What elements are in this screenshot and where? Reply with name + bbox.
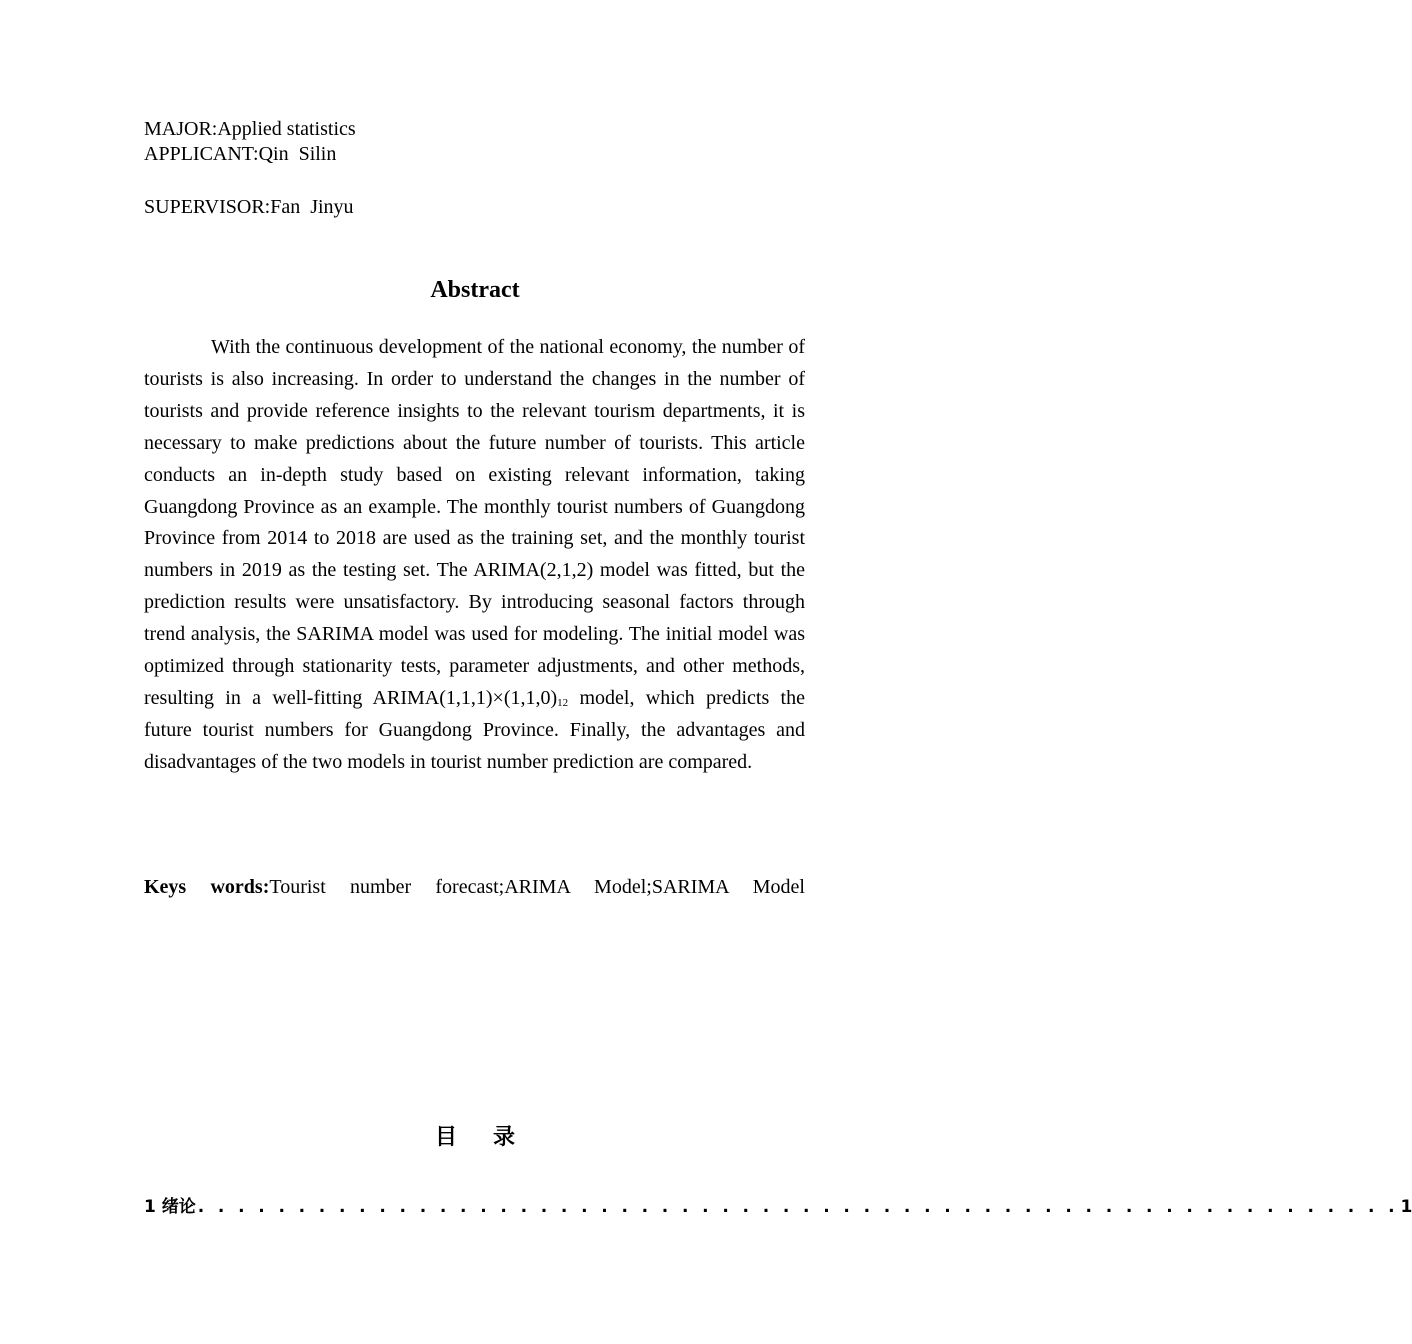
- keywords-text: Tourist number forecast;ARIMA Model;SARIMA Model: [269, 876, 805, 898]
- abstract-text-tail: model, which predicts the future tourist numbers for Guangdong Province. Finally, the advantages and disadvantages of the two models in tourist number prediction are compared.: [144, 686, 805, 773]
- abstract-paragraph: [144, 332, 805, 779]
- abstract-text-main: With the continuous development of the national economy, the number of tourists is also increasing. In order to understand the changes in the number of tourists and provide reference insights to the relevant tourism departments, it is necessary to make predictions about the future number of tourists. This article conducts an in-depth study based on existing relevant information, taking Guangdong Province as an example. The monthly tourist numbers of Guangdong Province from 2014 to 2018 are used as the training set, and the monthly tourist numbers in 2019 as the testing set. The ARIMA(2,1,2) model was fitted, but the prediction results were unsatisfactory. By introducing seasonal factors through trend analysis, the SARIMA model was used for modeling. The initial model was optimized through stationarity tests, parameter adjustments, and other methods, resulting in a well-fitting ARIMA(1,1,1)×(1,1,0): [144, 336, 805, 709]
- toc-entry-page: 1: [1400, 1197, 1412, 1217]
- abstract-heading: Abstract: [430, 277, 520, 303]
- keywords-label: Keys words:: [144, 876, 270, 898]
- keywords-line: [144, 872, 805, 902]
- seasonal-period-subscript: 12: [557, 696, 569, 709]
- toc-heading: 目录: [434, 1125, 551, 1150]
- toc-entry[interactable]: [144, 1194, 1412, 1220]
- supervisor-line: SUPERVISOR:Fan Jinyu: [144, 196, 354, 218]
- applicant-line: APPLICANT:Qin Silin: [144, 143, 337, 165]
- toc-leader-dots: . . . . . . . . . . . . . . . . . . . . . . . . . . . . . . . . . . . . . . . . . . . . . . . . . . . . . . . . . . . .: [197, 1197, 1399, 1217]
- toc-entry-label: 1 绪论: [144, 1197, 196, 1217]
- major-line: MAJOR:Applied statistics: [144, 118, 356, 140]
